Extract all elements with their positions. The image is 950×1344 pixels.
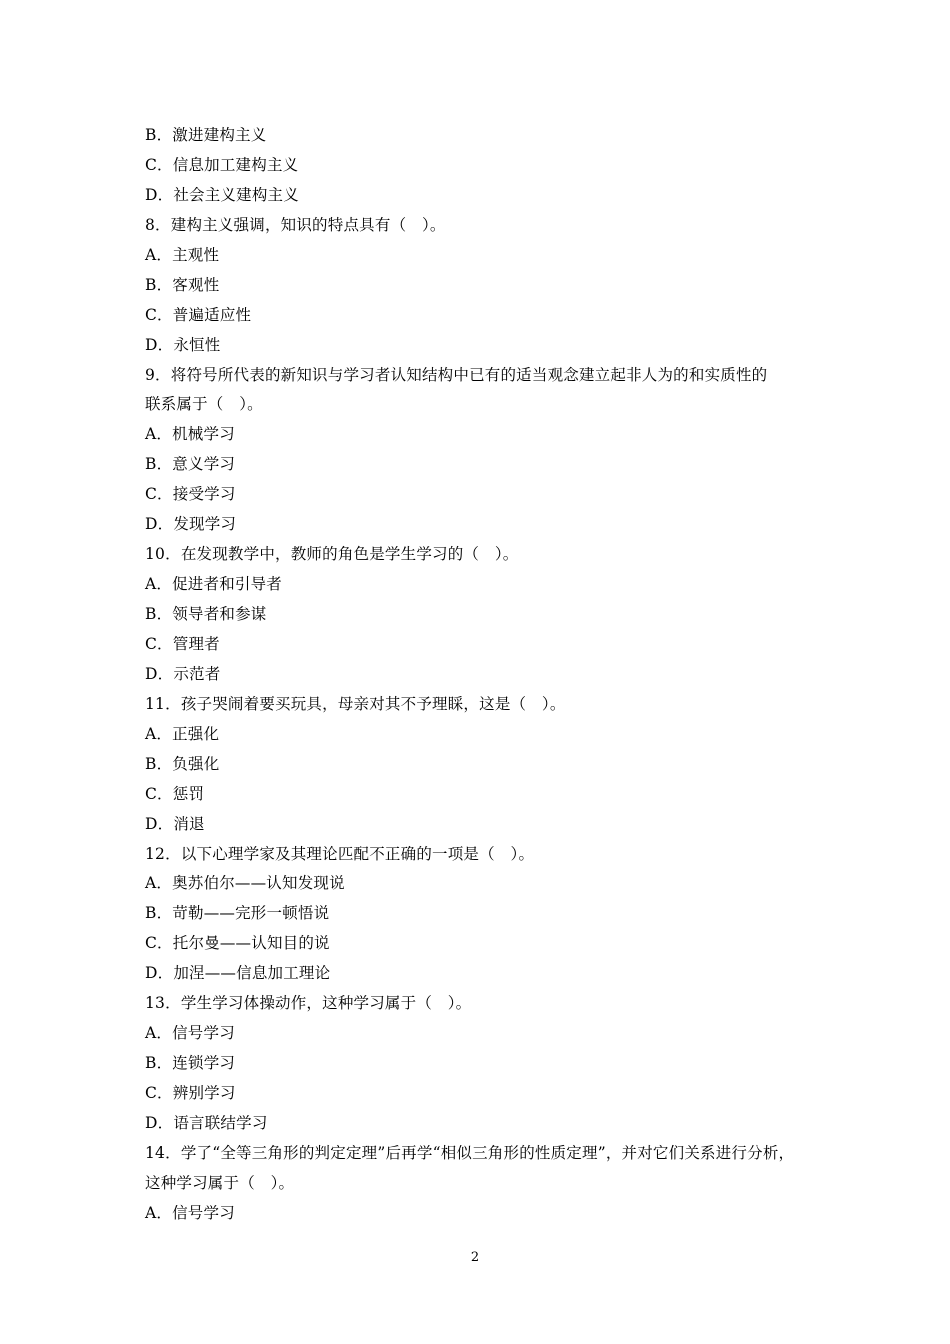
- text-line: A．奥苏伯尔——认知发现说: [145, 874, 345, 893]
- text-line: B．客观性: [145, 275, 220, 294]
- text-line: D．永恒性: [145, 335, 221, 354]
- page-number: 2: [470, 1250, 480, 1265]
- text-line: C．管理者: [145, 634, 220, 653]
- question-text: 9．将符号所代表的新知识与学习者认知结构中已有的适当观念建立起非人为的和实质性的: [145, 365, 768, 384]
- text-line: A．主观性: [145, 245, 220, 264]
- text-line: D．语言联结学习: [145, 1113, 268, 1132]
- text-line: B．意义学习: [145, 455, 236, 474]
- question-text: 10．在发现教学中，教师的角色是学生学习的（ ）。: [145, 545, 519, 564]
- text-line: A．机械学习: [145, 425, 235, 444]
- text-line: 这种学习属于（ ）。: [145, 1173, 295, 1192]
- text-line: C．辨别学习: [145, 1084, 236, 1102]
- page-content: [145, 121, 815, 1229]
- text-line: B．激进建构主义: [145, 126, 267, 144]
- question-text: 8．建构主义强调，知识的特点具有（ ）。: [145, 215, 446, 234]
- text-line: A．正强化: [145, 724, 220, 743]
- text-line: A．信号学习: [145, 1024, 235, 1043]
- question-text: 11．孩子哭闹着要买玩具，母亲对其不予理睬，这是（ ）。: [145, 694, 566, 713]
- text-line: B．领导者和参谋: [145, 605, 267, 623]
- text-line: C．信息加工建构主义: [145, 155, 299, 174]
- text-line: D．加涅——信息加工理论: [145, 964, 331, 983]
- text-line: A．信号学习: [145, 1203, 235, 1222]
- text-line: D．消退: [145, 814, 205, 833]
- text-line: C．托尔曼——认知目的说: [145, 934, 330, 953]
- text-line: A．促进者和引导者: [145, 575, 282, 594]
- text-line: C．普遍适应性: [145, 305, 252, 324]
- text-line: 联系属于（ ）。: [145, 395, 263, 414]
- text-line: B．连锁学习: [145, 1054, 236, 1073]
- text-line: B．苛勒——完形一顿悟说: [145, 904, 330, 923]
- text-line: C．惩罚: [145, 784, 205, 803]
- text-line: D．示范者: [145, 664, 221, 683]
- text-line: D．社会主义建构主义: [145, 185, 299, 204]
- text-line: D．发现学习: [145, 515, 237, 534]
- question-text: 14．学了“全等三角形的判定定理”后再学“相似三角形的性质定理”，并对它们关系进行分析，: [145, 1143, 795, 1162]
- text-line: B．负强化: [145, 754, 220, 773]
- question-text: 12．以下心理学家及其理论匹配不正确的一项是（ ）。: [145, 844, 535, 863]
- text-line: C．接受学习: [145, 485, 236, 504]
- question-text: 13．学生学习体操动作，这种学习属于（ ）。: [145, 994, 472, 1013]
